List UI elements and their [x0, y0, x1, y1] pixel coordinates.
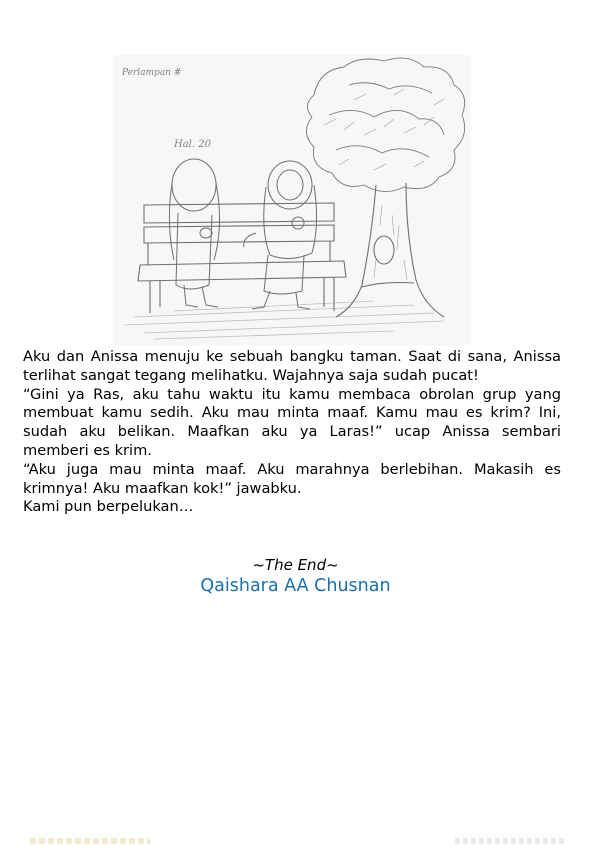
- story-text: [23, 348, 561, 517]
- story-paragraph: Aku dan Anissa menuju ke sebuah bangku taman. Saat di sana, Anissa terlihat sangat tegang melihatku. Wajahnya saja sudah pucat!: [23, 348, 561, 384]
- story-paragraph: Kami pun berpelukan…: [23, 498, 194, 516]
- sketch-drawing: [114, 55, 470, 345]
- sketch-illustration: [114, 55, 470, 345]
- story-paragraph: “Aku juga mau minta maaf. Aku marahnya berlebihan. Makasih es krimnya! Aku maafkan kok!” jawabku.: [23, 460, 561, 497]
- footer-decoration-left: [30, 838, 150, 844]
- the-end-label: ~The End~: [252, 556, 339, 574]
- note-page: Hal. 20: [174, 139, 211, 150]
- story-paragraph: “Gini ya Ras, aku tahu waktu itu kamu membaca obrolan grup yang membuat kamu sedih. Aku mau minta maaf. Kamu mau es krim? Ini, sudah aku belikan. Maafkan aku ya Laras!” ucap Anissa sembari memberi es krim.: [23, 385, 561, 459]
- note-corner: Perlampan #: [122, 68, 182, 78]
- footer-decoration-right: [455, 838, 565, 844]
- author-name: Qaishara AA Chusnan: [200, 576, 391, 596]
